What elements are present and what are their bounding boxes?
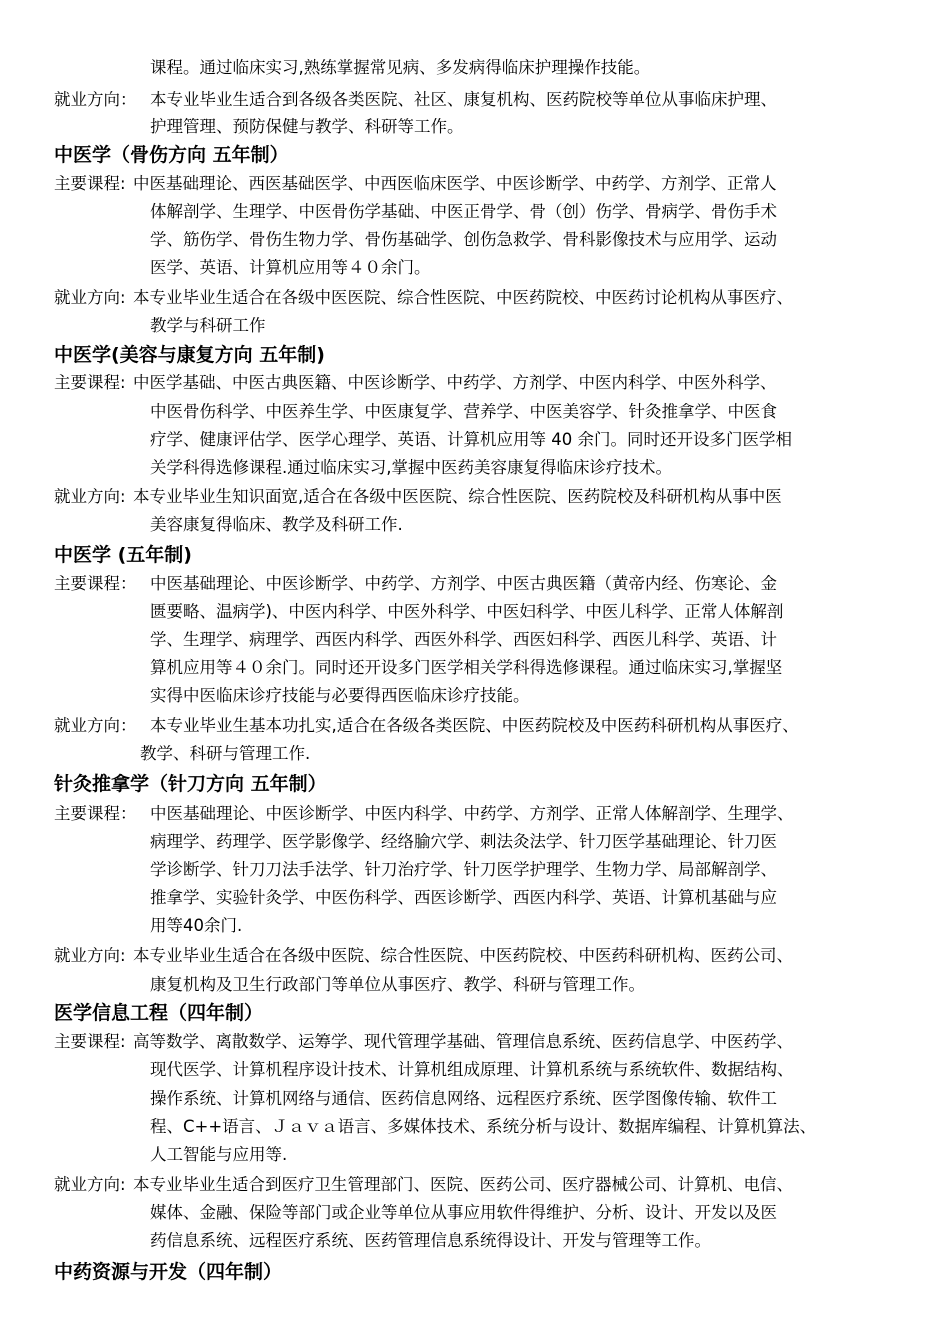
course-label: 主要课程: <box>54 174 126 193</box>
career-text-line: 康复机构及卫生行政部门等单位从事医疗、教学、科研与管理工作。 <box>150 975 645 994</box>
career-text-line: 本专业毕业生适合到各级各类医院、社区、康复机构、医药院校等单位从事临床护理、 <box>150 90 777 109</box>
career-text-line: 药信息系统、远程医疗系统、医药管理信息系统得设计、开发与管理等工作。 <box>150 1231 711 1250</box>
career-text-line: 本专业毕业生适合在各级中医医院、综合性医院、中医药院校、中医药讨论机构从事医疗、 <box>133 288 793 307</box>
section-title: 中医学（骨伤方向 五年制） <box>54 144 289 166</box>
section-title: 中药资源与开发（四年制） <box>54 1261 283 1283</box>
course-text-line: 体解剖学、生理学、中医骨伤学基础、中医正骨学、骨（创）伤学、骨病学、骨伤手术 <box>150 202 777 221</box>
course-text-line: 匮要略、温病学)、中医内科学、中医外科学、中医妇科学、中医儿科学、正常人体解剖 <box>150 602 784 621</box>
course-text-line: 实得中医临床诊疗技能与必要得西医临床诊疗技能。 <box>150 686 530 705</box>
course-text-line: 操作系统、计算机网络与通信、医药信息网络、远程医疗系统、医学图像传输、软件工 <box>150 1089 777 1108</box>
course-label: 主要课程: <box>54 1032 126 1051</box>
course-label: 主要课程: <box>54 373 126 392</box>
career-label: 就业方向: <box>54 487 126 506</box>
career-text-line: 美容康复得临床、教学及科研工作. <box>150 515 403 534</box>
course-text-line: 程、C++语言、Ｊａｖａ语言、多媒体技术、系统分析与设计、数据库编程、计算机算法、 <box>150 1117 817 1136</box>
course-text-line: 中医基础理论、中医诊断学、中医内科学、中药学、方剂学、正常人体解剖学、生理学、 <box>150 804 794 823</box>
course-text-line: 学诊断学、针刀刀法手法学、针刀治疗学、针刀医学护理学、生物力学、局部解剖学、 <box>150 860 777 879</box>
course-text-line: 关学科得选修课程.通过临床实习,掌握中医药美容康复得临床诊疗技术。 <box>150 458 672 477</box>
section-title: 针灸推拿学（针刀方向 五年制） <box>54 773 327 795</box>
course-text-line: 中医基础理论、中医诊断学、中药学、方剂学、中医古典医籍（黄帝内经、伤寒论、金 <box>150 574 777 593</box>
career-label: 就业方向: <box>54 288 126 307</box>
career-text-line: 本专业毕业生知识面宽,适合在各级中医医院、综合性医院、医药院校及科研机构从事中医 <box>133 487 782 506</box>
course-text-line: 学、筋伤学、骨伤生物力学、骨伤基础学、创伤急救学、骨科影像技术与应用学、运动 <box>150 230 777 249</box>
career-text-line: 本专业毕业生基本功扎实,适合在各级各类医院、中医药院校及中医药科研机构从事医疗、 <box>150 716 799 735</box>
career-text-line: 本专业毕业生适合在各级中医院、综合性医院、中医药院校、中医药科研机构、医药公司、 <box>133 946 793 965</box>
career-text-line: 教学、科研与管理工作. <box>140 744 311 763</box>
course-text-line: 用等40余门. <box>150 916 243 935</box>
career-label: 就业方向： <box>54 716 137 735</box>
section-title: 医学信息工程（四年制） <box>54 1002 264 1024</box>
course-label: 主要课程： <box>54 804 137 823</box>
section-title: 中医学 (五年制) <box>54 544 192 566</box>
course-text-line: 人工智能与应用等. <box>150 1145 288 1164</box>
course-text-line: 课程。通过临床实习,熟练掌握常见病、多发病得临床护理操作技能。 <box>150 58 651 77</box>
course-text-line: 疗学、健康评估学、医学心理学、英语、计算机应用等 40 余门。同时还开设多门医学相 <box>150 430 792 449</box>
career-label: 就业方向: <box>54 946 126 965</box>
course-text-line: 中医基础理论、西医基础医学、中西医临床医学、中医诊断学、中药学、方剂学、正常人 <box>133 174 777 193</box>
course-text-line: 高等数学、离散数学、运筹学、现代管理学基础、管理信息系统、医药信息学、中医药学、 <box>133 1032 793 1051</box>
career-text-line: 媒体、金融、保险等部门或企业等单位从事应用软件得维护、分析、设计、开发以及医 <box>150 1203 777 1222</box>
course-text-line: 中医学基础、中医古典医籍、中医诊断学、中药学、方剂学、中医内科学、中医外科学、 <box>133 373 777 392</box>
course-text-line: 算机应用等４０余门。同时还开设多门医学相关学科得选修课程。通过临床实习,掌握坚 <box>150 658 783 677</box>
career-text-line: 本专业毕业生适合到医疗卫生管理部门、医院、医药公司、医疗器械公司、计算机、电信、 <box>133 1175 793 1194</box>
course-label: 主要课程： <box>54 574 137 593</box>
course-text-line: 病理学、药理学、医学影像学、经络腧穴学、刺法灸法学、针刀医学基础理论、针刀医 <box>150 832 777 851</box>
section-title: 中医学(美容与康复方向 五年制) <box>54 344 325 366</box>
course-text-line: 中医骨伤科学、中医养生学、中医康复学、营养学、中医美容学、针灸推拿学、中医食 <box>150 402 777 421</box>
course-text-line: 现代医学、计算机程序设计技术、计算机组成原理、计算机系统与系统软件、数据结构、 <box>150 1060 794 1079</box>
career-text-line: 护理管理、预防保健与教学、科研等工作。 <box>150 117 464 136</box>
course-text-line: 推拿学、实验针灸学、中医伤科学、西医诊断学、西医内科学、英语、计算机基础与应 <box>150 888 777 907</box>
career-label: 就业方向： <box>54 90 137 109</box>
course-text-line: 医学、英语、计算机应用等４０余门。 <box>150 258 431 277</box>
course-text-line: 学、生理学、病理学、西医内科学、西医外科学、西医妇科学、西医儿科学、英语、计 <box>150 630 777 649</box>
career-text-line: 教学与科研工作 <box>150 316 266 335</box>
career-label: 就业方向: <box>54 1175 126 1194</box>
